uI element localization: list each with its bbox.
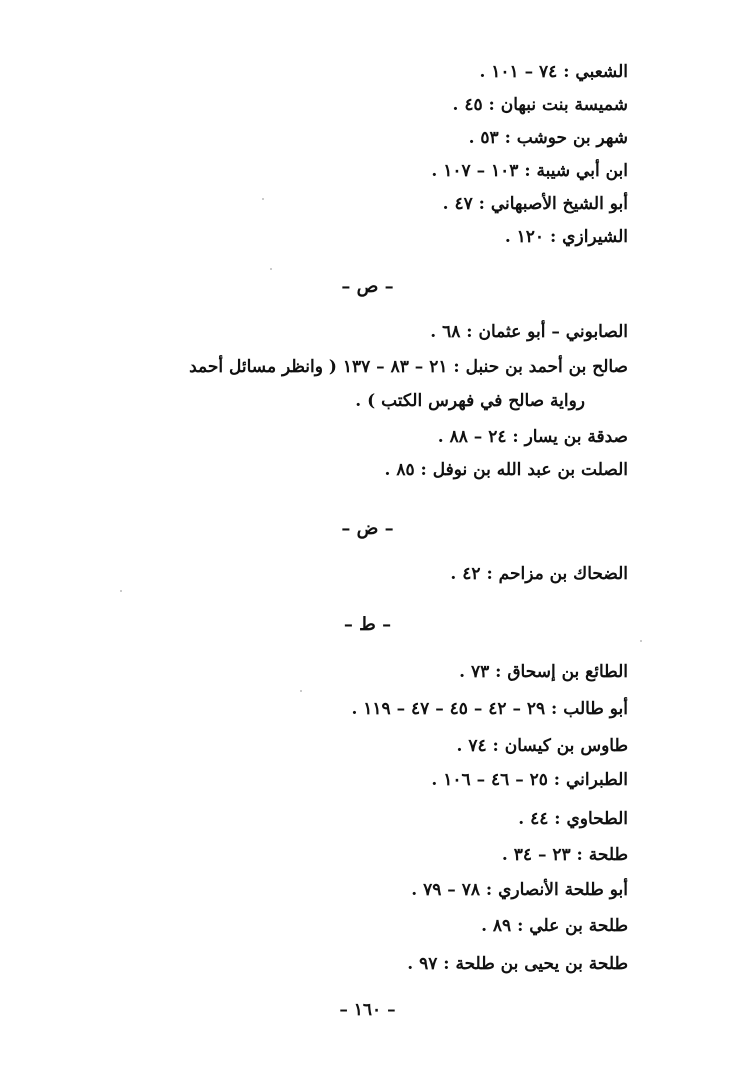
index-entry: طلحة بن علي : ٨٩ .	[481, 916, 628, 936]
index-entry: أبو طالب : ٢٩ – ٤٢ – ٤٥ – ٤٧ – ١١٩ .	[351, 699, 628, 719]
index-entry: أبو طلحة الأنصاري : ٧٨ – ٧٩ .	[411, 880, 628, 900]
index-entry: صالح بن أحمد بن حنبل : ٢١ – ٨٣ – ١٣٧ ( وانظر مسائل أحمد	[189, 357, 628, 377]
scan-speck	[300, 690, 302, 692]
index-entry: الصابوني – أبو عثمان : ٦٨ .	[430, 322, 628, 342]
index-entry: الطبراني : ٢٥ – ٤٦ – ١٠٦ .	[431, 770, 628, 790]
index-entry: طاوس بن كيسان : ٧٤ .	[456, 736, 628, 756]
scan-speck	[640, 640, 642, 642]
index-entry: شميسة بنت نبهان : ٤٥ .	[452, 95, 628, 115]
scan-speck	[270, 268, 272, 270]
index-entry: الشيرازي : ١٢٠ .	[504, 227, 628, 247]
index-entry: شهر بن حوشب : ٥٣ .	[468, 128, 628, 148]
index-entry: الطائع بن إسحاق : ٧٣ .	[459, 662, 628, 682]
scan-speck	[120, 590, 122, 592]
index-entry: الشعبي : ٧٤ – ١٠١ .	[479, 62, 628, 82]
index-entry: طلحة : ٢٣ – ٣٤ .	[501, 845, 628, 865]
scan-speck	[262, 198, 264, 200]
section-heading-sad: – ص –	[341, 276, 394, 297]
index-entry: الصلت بن عبد الله بن نوفل : ٨٥ .	[384, 460, 628, 480]
index-entry: صدقة بن يسار : ٢٤ – ٨٨ .	[437, 427, 628, 447]
index-entry: الطحاوي : ٤٤ .	[518, 809, 628, 829]
index-entry-continuation: رواية صالح في فهرس الكتب ) .	[355, 391, 585, 411]
section-heading-dad: – ض –	[341, 518, 394, 539]
index-entry: طلحة بن يحيى بن طلحة : ٩٧ .	[407, 954, 628, 974]
index-entry: أبو الشيخ الأصبهاني : ٤٧ .	[442, 194, 628, 214]
index-entry: الضحاك بن مزاحم : ٤٢ .	[450, 564, 628, 584]
section-heading-ta: – ط –	[343, 614, 392, 635]
index-entry: ابن أبي شيبة : ١٠٣ – ١٠٧ .	[431, 161, 628, 181]
page-number: – ١٦٠ –	[339, 1000, 396, 1020]
